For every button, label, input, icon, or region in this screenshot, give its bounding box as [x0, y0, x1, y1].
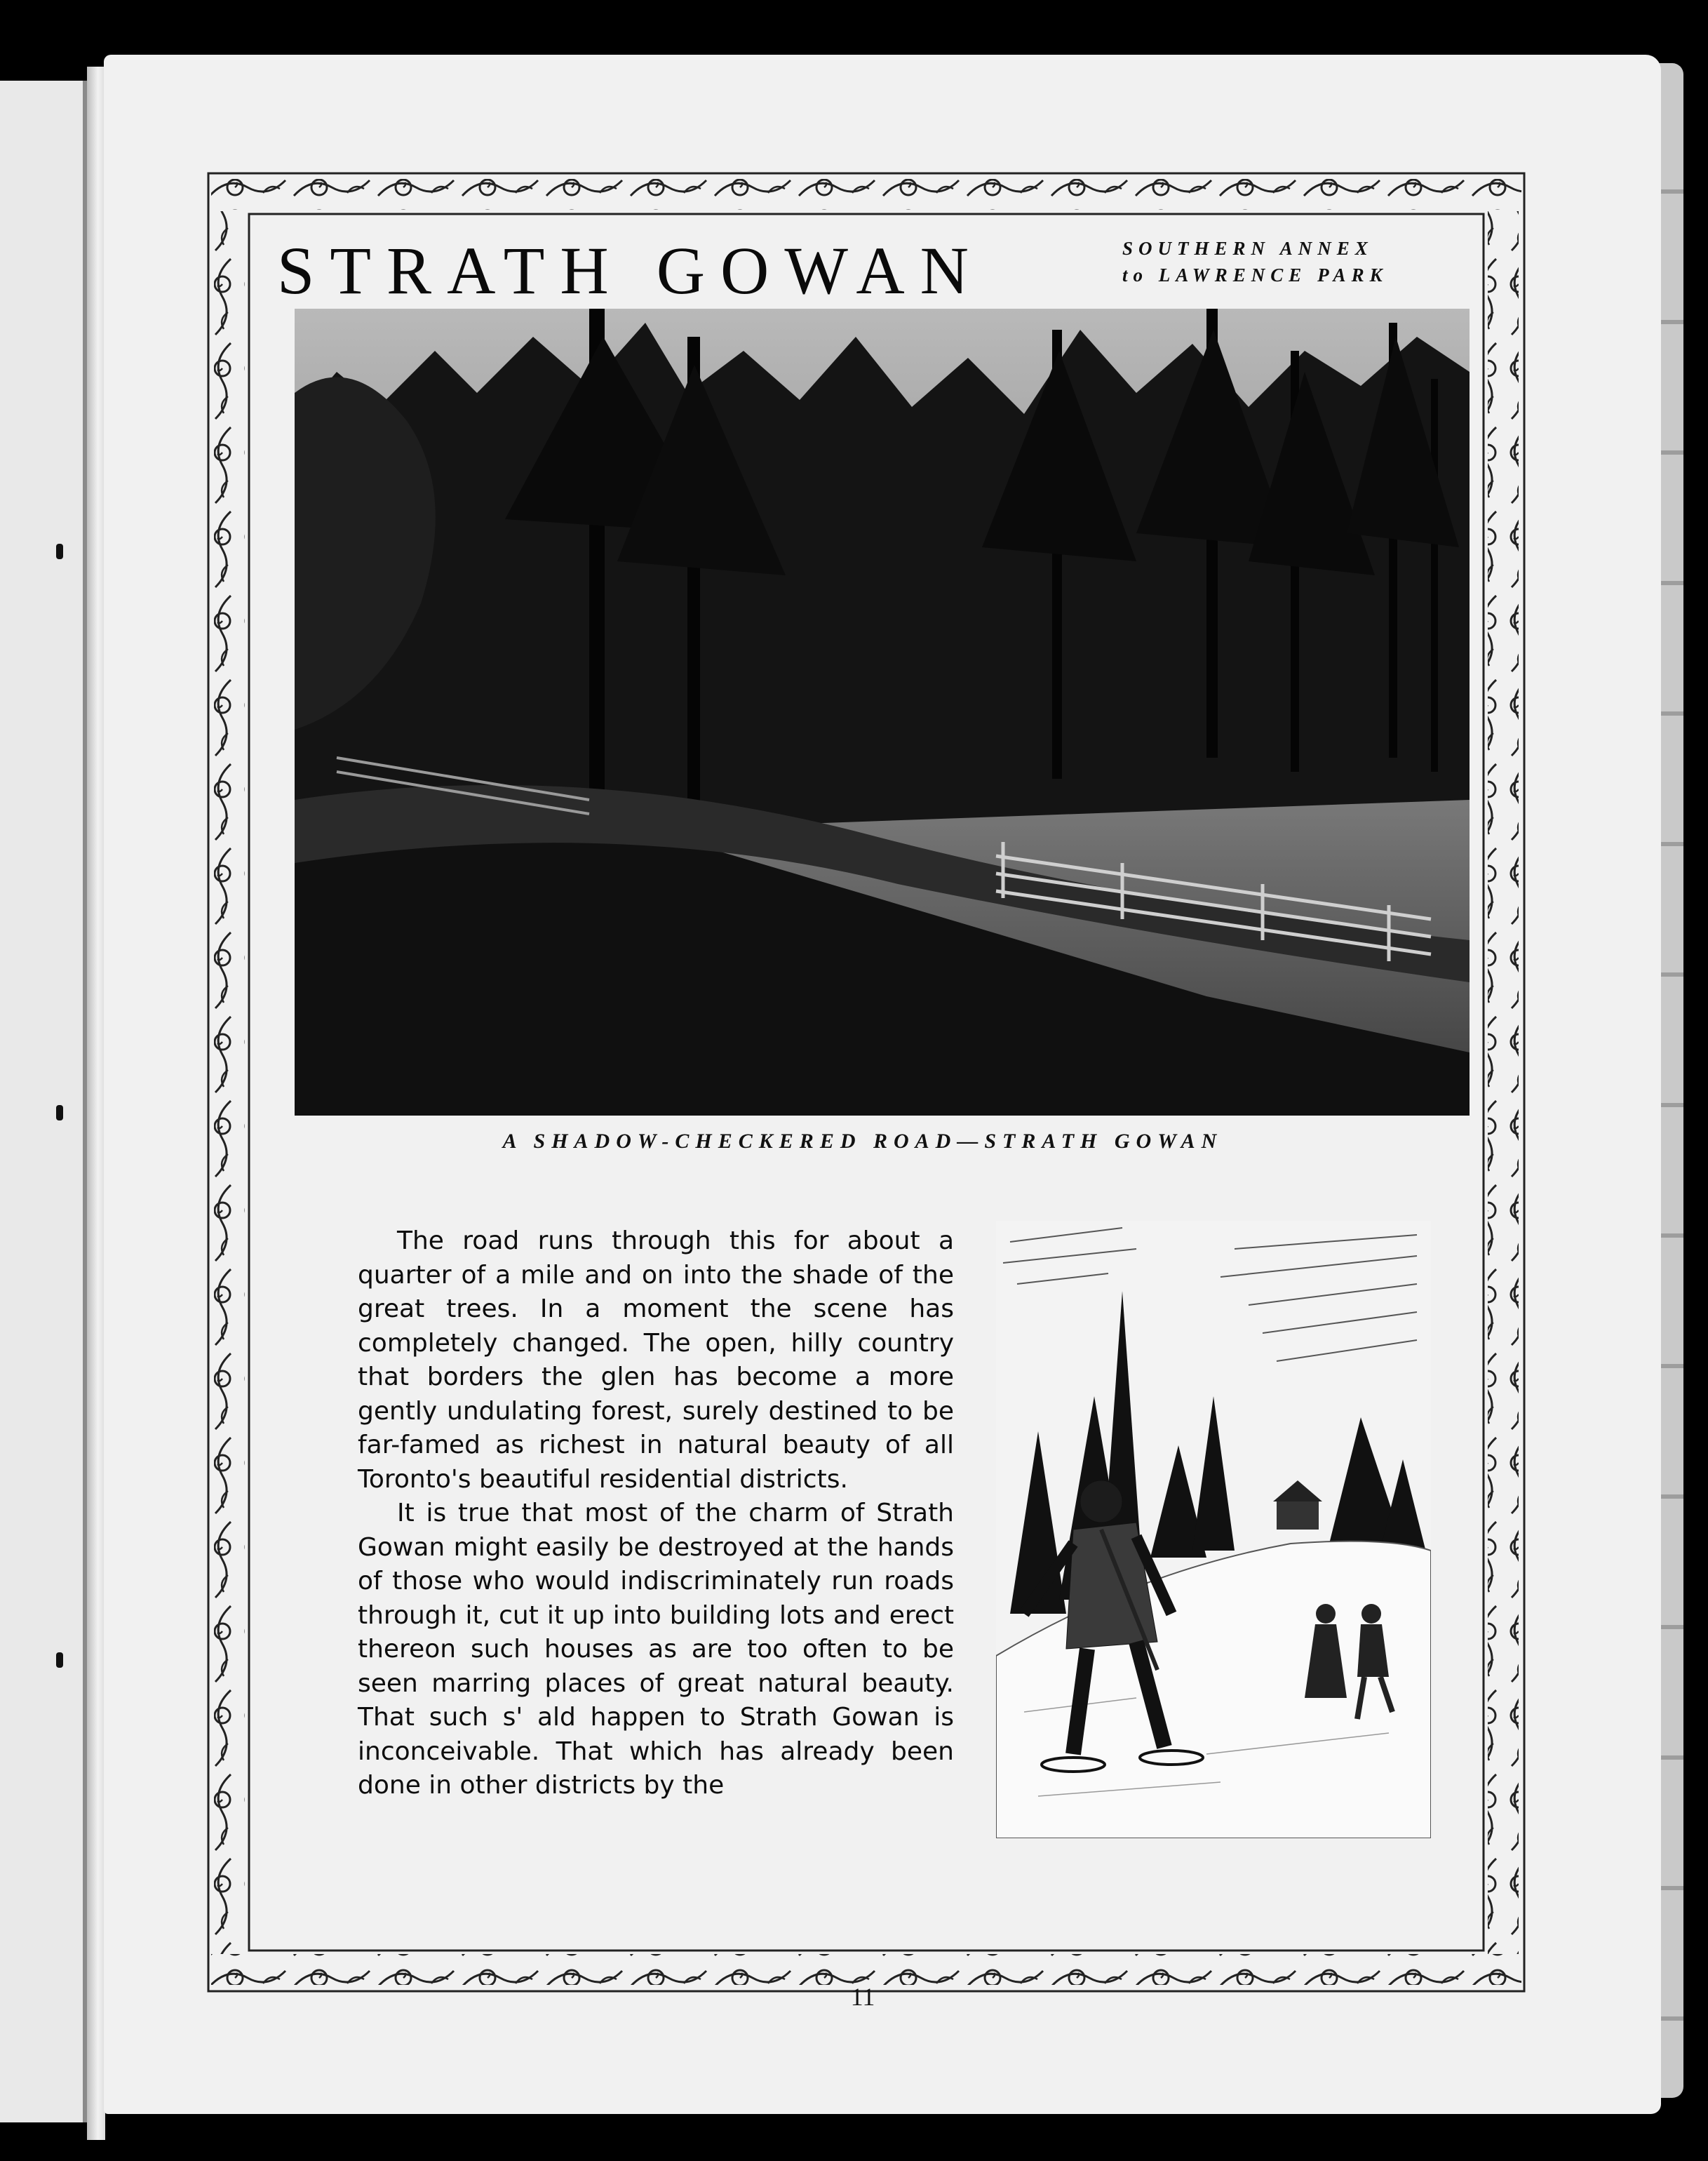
book-spine: [87, 67, 105, 2140]
subtitle-line-2: to LAWRENCE PARK: [1122, 265, 1388, 286]
facing-page-mark: [56, 544, 63, 559]
article-body: [358, 1224, 954, 1803]
paragraph: It is true that most of the charm of Strath Gowan might easily be destroyed at the hands of those who would indiscriminately run roads through it, cut it up into building lots and erect thereon such houses as are too often to be seen marring places of great natural beauty. That such s' ald happen to Strath Gowan is inconceivable. That which has already been done in other districts by the: [358, 1499, 954, 1800]
page-subtitle: [1122, 235, 1445, 288]
subtitle-line-1: SOUTHERN ANNEX: [1122, 238, 1373, 259]
paragraph: The road runs through this for about a quarter of a mile and on into the shade of the great trees. In a moment the scene has completely changed. The open, hilly country that borders the glen has become a more gently undulating forest, surely destined to be far-famed as richest in natural beauty of all Toronto's beautiful residential districts.: [358, 1226, 954, 1494]
facing-page-mark: [56, 1105, 63, 1120]
forest-road-photograph: [295, 309, 1470, 1116]
page-number: 11: [850, 1983, 875, 2011]
page-title: STRATH GOWAN: [277, 233, 984, 308]
photo-caption: A SHADOW-CHECKERED ROAD—STRATH GOWAN: [502, 1130, 1223, 1153]
facing-page: [0, 81, 87, 2122]
snowshoeing-illustration: [996, 1221, 1431, 1838]
facing-page-mark: [56, 1652, 63, 1668]
